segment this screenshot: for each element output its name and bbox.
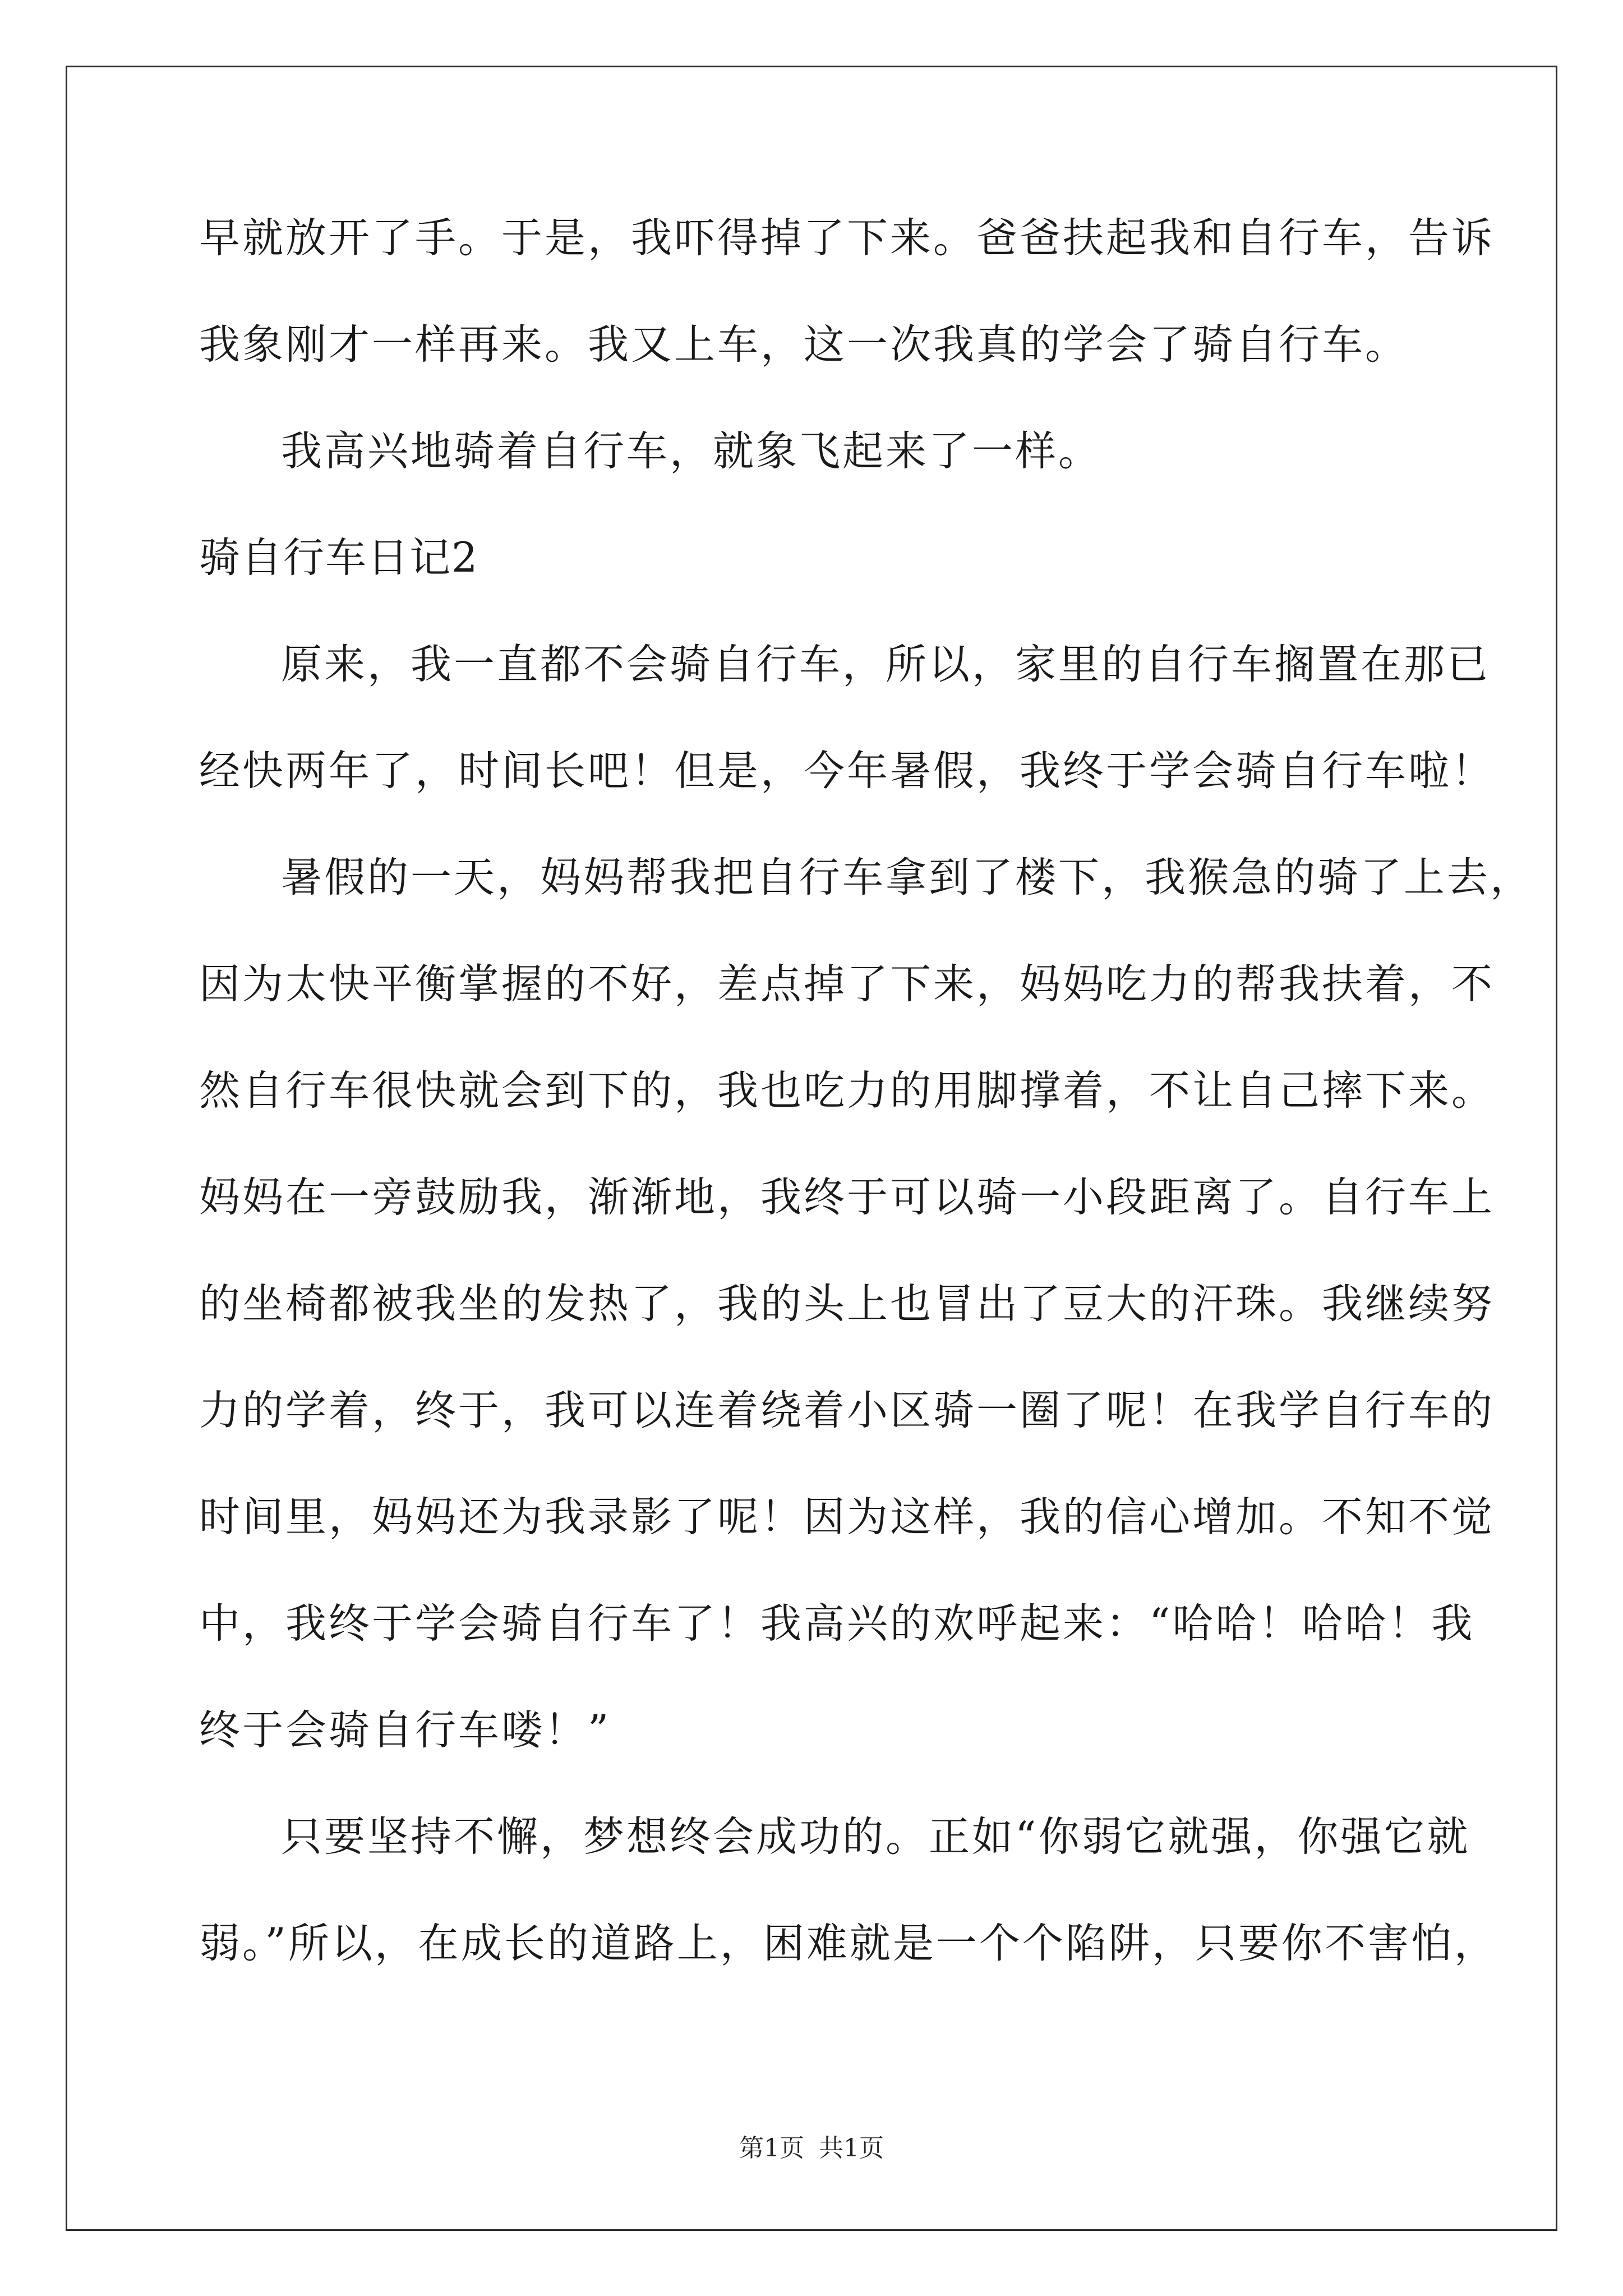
text-line: 只要坚持不懈，梦想终会成功的。正如“你弱它就强，你强它就 xyxy=(281,1813,1470,1861)
page-number: 第1页 xyxy=(739,2134,804,2162)
text-line: 终于会骑自行车喽！” xyxy=(199,1706,611,1754)
page-border xyxy=(66,66,1557,2231)
text-line: 时间里，妈妈还为我录影了呢！因为这样，我的信心增加。不知不觉 xyxy=(199,1493,1495,1541)
text-line: 因为太快平衡掌握的不好，差点掉了下来，妈妈吃力的帮我扶着，不 xyxy=(199,960,1495,1008)
text-line: 原来，我一直都不会骑自行车，所以，家里的自行车搁置在那已 xyxy=(281,641,1490,688)
text-line: 我高兴地骑着自行车，就象飞起来了一样。 xyxy=(281,427,1101,475)
text-line: 早就放开了手。于是，我吓得掉了下来。爸爸扶起我和自行车，告诉 xyxy=(199,214,1495,262)
text-line: 妈妈在一旁鼓励我，渐渐地，我终于可以骑一小段距离了。自行车上 xyxy=(199,1174,1495,1221)
page-footer xyxy=(0,2132,1623,2165)
page-total: 共1页 xyxy=(819,2134,884,2162)
section-heading: 骑自行车日记2 xyxy=(199,534,479,582)
text-line: 暑假的一天，妈妈帮我把自行车拿到了楼下，我猴急的骑了上去， xyxy=(281,854,1533,901)
text-line: 弱。”所以，在成长的道路上，困难就是一个个陷阱，只要你不害怕， xyxy=(199,1920,1497,1967)
text-line: 中，我终于学会骑自行车了！我高兴的欢呼起来：“哈哈！哈哈！我 xyxy=(199,1600,1475,1648)
text-line: 我象刚才一样再来。我又上车，这一次我真的学会了骑自行车。 xyxy=(199,321,1408,369)
text-line: 力的学着，终于，我可以连着绕着小区骑一圈了呢！在我学自行车的 xyxy=(199,1387,1495,1434)
text-line: 的坐椅都被我坐的发热了，我的头上也冒出了豆大的汗珠。我继续努 xyxy=(199,1280,1495,1328)
text-line: 然自行车很快就会到下的，我也吃力的用脚撑着，不让自己摔下来。 xyxy=(199,1067,1495,1115)
text-line: 经快两年了，时间长吧！但是，今年暑假，我终于学会骑自行车啦！ xyxy=(199,747,1495,795)
